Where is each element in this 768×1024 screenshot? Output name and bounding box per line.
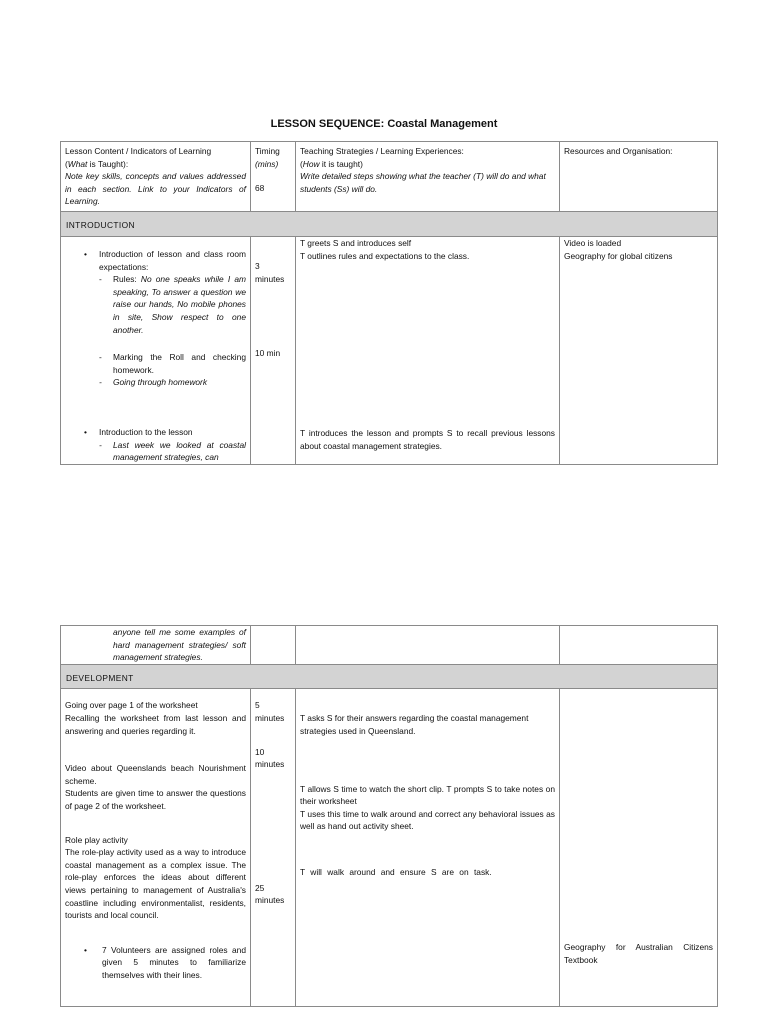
continuation-strategies-cell [296,626,560,665]
intro-resource-video: Video is loaded [564,237,622,248]
header-total-time: 68 [255,183,265,194]
intro-bullet-expectations: • Introduction of lesson and class room expectations: [65,248,246,273]
header-col3-title: Teaching Strategies / Learning Experiences: [300,146,464,156]
introduction-content-row [61,236,718,464]
intro-last-week-continued: anyone tell me some examples of hard management strategies/ soft management strategies. [113,627,246,663]
intro-marking-item: - Marking the Roll and checking homework. [65,351,246,376]
dev-t-asks: T asks S for their answers regarding the coastal management strategies used in Queensland. [300,713,529,736]
header-col4-title: Resources and Organisation: [564,146,673,156]
dev-going-over: Going over page 1 of the worksheet [65,700,198,711]
lesson-table-page1 [60,141,718,465]
section-heading-introduction: INTRODUCTION [61,211,718,236]
header-col3-subtitle: (How it is taught) [300,158,363,169]
dev-role-play-text: The role-play activity used as a way to introduce coastal management as a complex issue. The role-play enforces the ideas about different views pertaining to management of Australia's coastline including environmentalist, residents, tourists and local council. [65,847,246,921]
header-col2-title: Timing [255,146,280,156]
development-resources-cell [560,689,718,1007]
header-col2-unit: (mins) [255,158,279,169]
dev-resource-textbook: Geography for Australian Citizens Textbook [564,942,713,965]
introduction-resources-cell [560,236,718,464]
continuation-content-cell [61,626,251,665]
header-lesson-content [61,142,251,212]
dev-video: Video about Queenslands beach Nourishment scheme. [65,763,246,786]
section-heading-development: DEVELOPMENT [61,664,718,689]
dev-volunteers-bullet: • 7 Volunteers are assigned roles and given 5 minutes to familiarize themselves with their lines. [65,944,246,982]
continuation-timing-cell [251,626,296,665]
header-col1-subtitle: (What is Taught): [65,158,129,169]
dev-timing-25min: 25 minutes [255,882,285,906]
intro-timing-3min: 3 minutes [255,260,285,284]
continuation-resources-cell [560,626,718,665]
table-header-row [61,142,718,212]
dev-timing-5min: 5 minutes [255,700,285,723]
lesson-table-page2 [60,625,718,1007]
dev-students-given: Students are given time to answer the questions of page 2 of the worksheet. [65,788,246,811]
header-col1-title: Lesson Content / Indicators of Learning [65,146,212,156]
intro-last-week-item: - Last week we looked at coastal management strategies, can [65,439,246,464]
intro-t-greets: T greets S and introduces self [300,237,412,248]
dev-role-play-title: Role play activity [65,834,128,845]
dev-t-uses: T uses this time to walk around and correct any behavioral issues as well as hand out activity sheet. [300,808,555,832]
dev-t-walk: T will walk around and ensure S are on task. [300,866,492,877]
dev-timing-10min: 10 minutes [255,746,285,770]
dev-t-allows: T allows S time to watch the short clip. T prompts S to take notes on their worksheet [300,783,555,807]
intro-t-introduces: T introduces the lesson and prompts S to recall previous lessons about coastal management strategies. [300,428,555,451]
header-teaching-strategies [296,142,560,212]
development-content-row [61,689,718,1007]
section-introduction-row [61,211,718,236]
introduction-strategies-cell [296,236,560,464]
development-content-cell [61,689,251,1007]
header-resources [560,142,718,212]
introduction-content-cell [61,236,251,464]
header-col3-note: Write detailed steps showing what the teacher (T) will do and what students (Ss) will do. [300,171,546,194]
intro-homework-item: - Going through homework [65,376,246,389]
development-strategies-cell [296,689,560,1007]
dev-recalling: Recalling the worksheet from last lesson and answering and queries regarding it. [65,712,246,736]
intro-timing-10min: 10 min [255,348,281,359]
section-development-row [61,664,718,689]
intro-resource-geography: Geography for global citizens [564,250,673,261]
development-timing-cell [251,689,296,1007]
header-timing [251,142,296,212]
introduction-timing-cell [251,236,296,464]
continuation-row [61,626,718,665]
intro-t-outlines: T outlines rules and expectations to the class. [300,250,470,261]
page-title: LESSON SEQUENCE: Coastal Management [270,118,498,130]
header-col1-note: Note key skills, concepts and values addressed in each section. Link to your Indicators of Learning. [65,171,246,207]
intro-bullet-lesson: • Introduction to the lesson [65,426,246,439]
intro-rules-item: - Rules: No one speaks while I am speaking, To answer a question we raise our hands, No mobile phones in site, Show respect to one another. [65,273,246,336]
